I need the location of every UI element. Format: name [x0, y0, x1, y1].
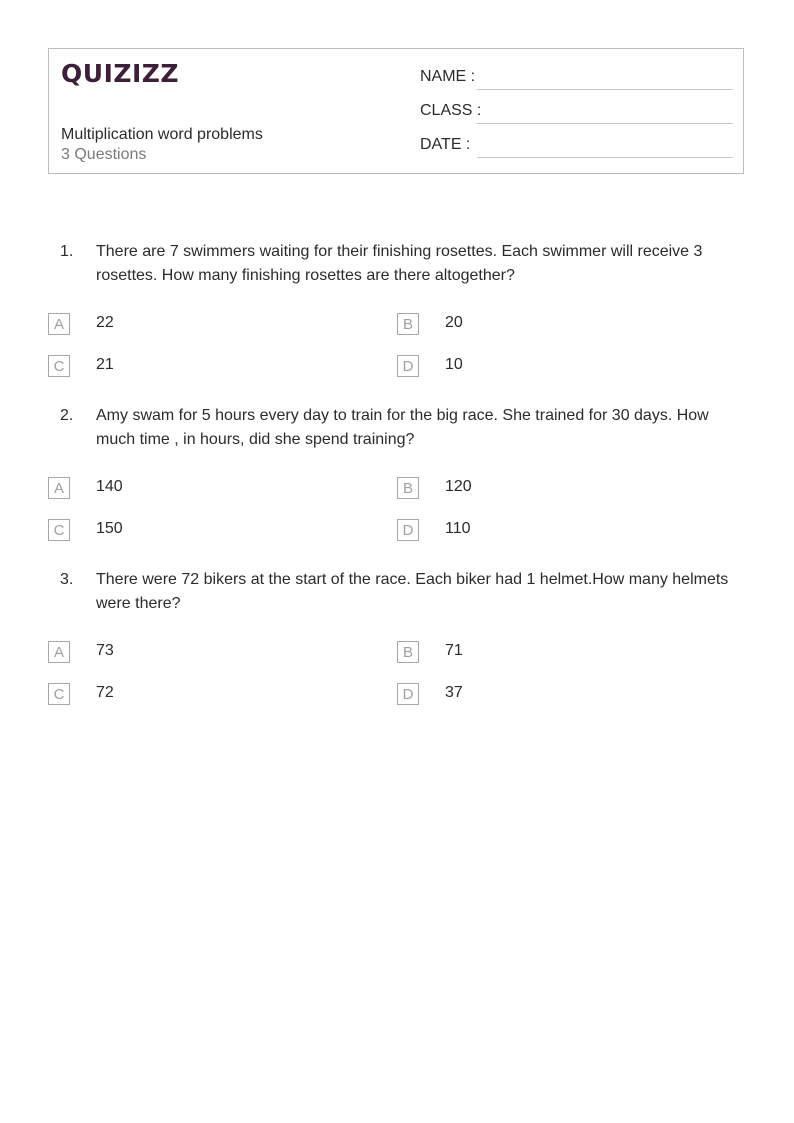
option-value: 22: [96, 314, 114, 331]
name-label: NAME :: [420, 68, 476, 85]
question-number: 3.: [60, 571, 74, 588]
option-letter-box: A: [48, 477, 70, 499]
date-label: DATE :: [420, 136, 471, 153]
option-letter-box: C: [48, 683, 70, 705]
option-value: 10: [445, 356, 463, 373]
option-letter-box: D: [397, 355, 419, 377]
question-text: There are 7 swimmers waiting for their finishing rosettes. Each swimmer will receive 3 rosettes. How many finishing rosettes are there altogether?: [96, 243, 703, 284]
question-number: 2.: [60, 407, 74, 424]
option-value: 71: [445, 642, 463, 659]
worksheet-title: Multiplication word problems: [61, 126, 263, 143]
logo-text: UIZIZZ: [82, 59, 180, 88]
option-value: 21: [96, 356, 114, 373]
question-text: There were 72 bikers at the start of the race. Each biker had 1 helmet.How many helmets were there?: [96, 571, 729, 612]
name-line: [477, 89, 733, 90]
option-letter-box: B: [397, 477, 419, 499]
option-letter-box: C: [48, 519, 70, 541]
option-value: 20: [445, 314, 463, 331]
quizizz-logo: QUIZIZZ: [61, 59, 180, 88]
question-number: 1.: [60, 243, 74, 260]
option-value: 37: [445, 684, 463, 701]
date-line: [477, 157, 733, 158]
option-value: 72: [96, 684, 114, 701]
option-value: 150: [96, 520, 123, 537]
option-letter-box: D: [397, 683, 419, 705]
option-value: 120: [445, 478, 472, 495]
option-letter-box: A: [48, 641, 70, 663]
option-letter-box: D: [397, 519, 419, 541]
class-label: CLASS :: [420, 102, 482, 119]
option-letter-box: A: [48, 313, 70, 335]
option-value: 73: [96, 642, 114, 659]
option-letter-box: B: [397, 641, 419, 663]
option-value: 140: [96, 478, 123, 495]
option-letter-box: C: [48, 355, 70, 377]
question-count: 3 Questions: [61, 146, 147, 163]
option-value: 110: [445, 520, 471, 537]
option-letter-box: B: [397, 313, 419, 335]
question-text: Amy swam for 5 hours every day to train for the big race. She trained for 30 days. How much time , in hours, did she spend training?: [96, 407, 709, 448]
class-line: [477, 123, 733, 124]
worksheet-header: [48, 48, 744, 174]
